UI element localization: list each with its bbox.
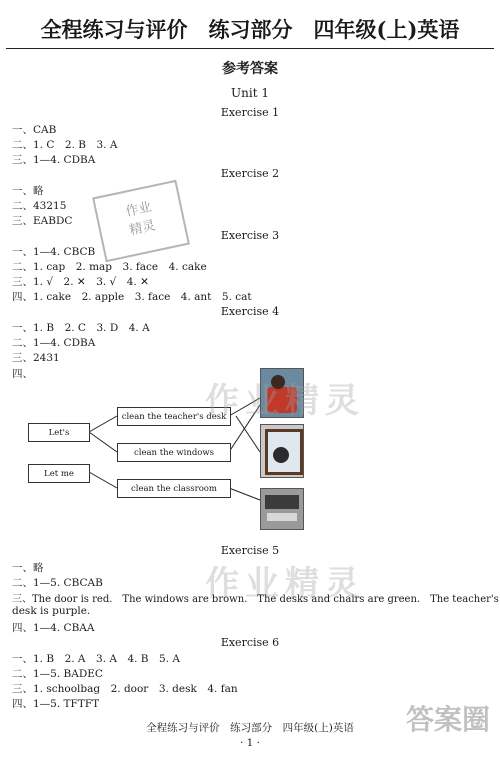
ex5-line: 三、The door is red. The windows are brown. The desks and chairs are green. The teacher's xyxy=(12,594,499,605)
ex2-line: 二、43215 xyxy=(12,200,67,212)
ex2-line: 一、略 xyxy=(12,185,44,197)
ex3-line: 一、1—4. CBCB xyxy=(12,246,96,258)
ex2-line: 三、EABDC xyxy=(12,215,73,227)
match-middle-item: clean the classroom xyxy=(117,479,231,498)
unit-title: Unit 1 xyxy=(231,86,269,100)
ex4-line: 二、1—4. CDBA xyxy=(12,337,96,349)
ex3-line: 四、1. cake 2. apple 3. face 4. ant 5. cat xyxy=(12,291,252,303)
ex6-line: 一、1. B 2. A 3. A 4. B 5. A xyxy=(12,653,180,665)
ex5-line: desk is purple. xyxy=(12,605,91,617)
ex1-line: 一、CAB xyxy=(12,124,57,136)
page-number: · 1 · xyxy=(239,737,261,749)
exercise-4-title: Exercise 4 xyxy=(220,305,280,318)
exercise-6-title: Exercise 6 xyxy=(220,636,280,649)
ex1-line: 二、1. C 2. B 3. A xyxy=(12,139,118,151)
ex6-line: 二、1—5. BADEC xyxy=(12,668,103,680)
page-header-title: 全程练习与评价 练习部分 四年级(上)英语 xyxy=(40,17,460,42)
exercise-3-title: Exercise 3 xyxy=(220,229,280,242)
ex3-line: 三、1. √ 2. ✕ 3. √ 4. ✕ xyxy=(12,276,149,288)
ex3-line: 二、1. cap 2. map 3. face 4. cake xyxy=(12,261,207,273)
photo-windows xyxy=(260,424,304,478)
ex5-line: 二、1—5. CBCAB xyxy=(12,577,103,589)
corner-logo-watermark: 答案圈 xyxy=(405,703,490,736)
exercise-2-title: Exercise 2 xyxy=(220,167,280,180)
match-left-item: Let's xyxy=(28,423,90,442)
ex5-line: 四、1—4. CBAA xyxy=(12,622,95,634)
stamp-text: 作业 xyxy=(124,199,153,220)
ex1-line: 三、1—4. CDBA xyxy=(12,154,96,166)
ex6-line: 三、1. schoolbag 2. door 3. desk 4. fan xyxy=(12,683,238,695)
match-left-item: Let me xyxy=(28,464,90,483)
watermark-text: 作业精灵 xyxy=(205,381,365,421)
match-middle-item: clean the windows xyxy=(117,443,231,462)
ex6-line: 四、1—5. TFTFT xyxy=(12,698,100,710)
match-middle-item: clean the teacher's desk xyxy=(117,407,231,426)
exercise-5-title: Exercise 5 xyxy=(220,544,280,557)
stamp-text: 精灵 xyxy=(128,218,157,239)
exercise-1-title: Exercise 1 xyxy=(220,106,280,119)
ex5-line: 一、略 xyxy=(12,562,44,574)
watermark-text: 作业精灵 xyxy=(205,564,365,604)
photo-classroom xyxy=(260,488,304,530)
ex4-line: 一、1. B 2. C 3. D 4. A xyxy=(12,322,150,334)
ex4-line: 四、 xyxy=(12,368,33,380)
answer-key-title: 参考答案 xyxy=(222,61,278,77)
ex4-line: 三、2431 xyxy=(12,352,60,364)
page-footer-title: 全程练习与评价 练习部分 四年级(上)英语 xyxy=(146,722,354,734)
